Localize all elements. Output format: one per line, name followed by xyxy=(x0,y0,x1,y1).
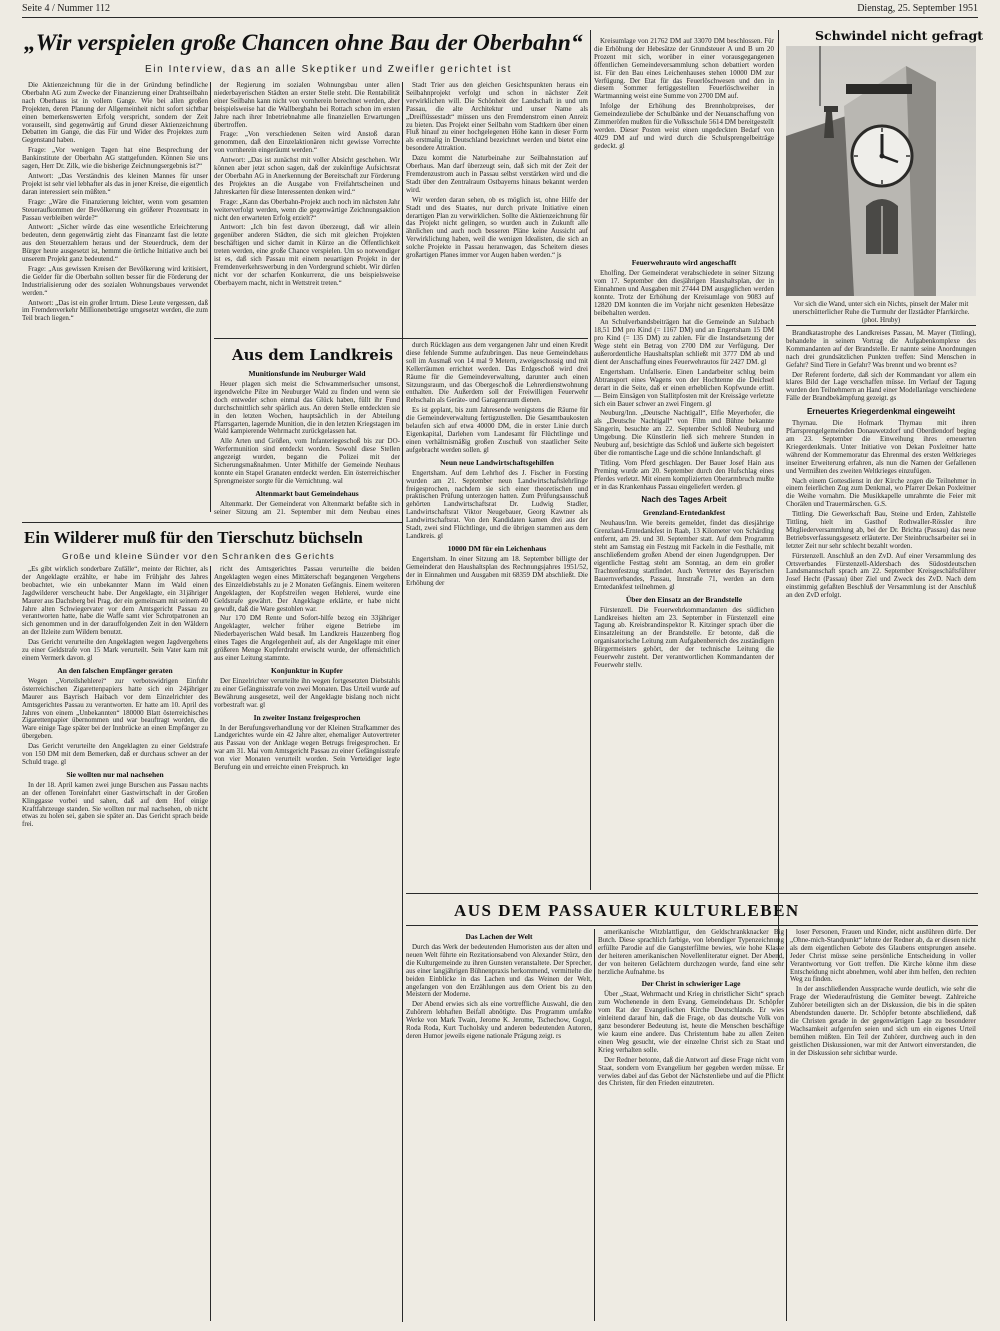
wilderer-headline: Ein Wilderer muß für den Tierschutz büchseln xyxy=(24,528,363,547)
subheading: Munitionsfunde im Neuburger Wald xyxy=(248,369,366,378)
column-rule xyxy=(594,929,595,1321)
paragraph: Stadt Trier aus den gleichen Gesichtspunkten heraus ein Seilbahnprojekt verfolgt und schon in nächster Zeit verwirklichen will. Die Schönheit der Landschaft in und um Passau, die alte Architektur und unser Name als „Dreiflüssestadt“ müssen uns den Fremdenstrom einen Anreiz zu bieten. Das Projekt einer Seilbahn vom Stadtkern über einen Fluß hinauf zu einer hochgelegenen Höhe kann in dieser Form als erstmalig in Deutschland bezeichnet werden und bietet eine besondere Attraktion. xyxy=(406,82,588,153)
right-news-column xyxy=(594,255,774,885)
kultur-col2-text xyxy=(598,929,784,1088)
subheading: Der Christ in schwieriger Lage xyxy=(641,979,741,989)
wilderer-col2-text xyxy=(214,566,400,772)
lead-column-3 xyxy=(406,82,588,332)
church-tower-photo-image xyxy=(786,46,976,296)
paragraph: Frage: „Kann das Oberbahn-Projekt auch noch im nächsten Jahr weiterverfolgt werden, wenn die gegenwärtige Zeichnungsaktion nicht den erwarteten Erfolg erzielt?“ xyxy=(214,197,400,222)
paragraph: Heuer plagen sich meist die Schwammerlsucher umsonst, irgendwelche Pilze im Neuburger Wald zu finden und wenn sie doch entweder schon einmal das Glück haben, füllt ihr Fund durchschnittlich sehr spärlich aus. An deren Stelle entdeckten sie in den letzten Wochen, hauptsächlich in der Abteilung Pfarrsgarten, lagernde Munition, die in den letzten Kriegstagen im Wald kampierende Wehrmacht zurückgelassen hat. xyxy=(214,380,400,436)
paragraph: Neuhaus/Inn. Wie bereits gemeldet, findet das diesjährige Grenzland-Erntedankfest in Raab, 13 Kilometer von Schärding entfernt, am 29. und 30. September statt. Auf dem Programm steht am Samstag ein Festzug mit Fackeln in die Festhalle, mit anschließendem großen Abend der einen Jugendgruppen. Der eigentliche Festtag steht am Sonntag, an dem ein großer Trachtenfestzug stattfindet. Auch Vertreter des Bayerischen Bauernverbandes, Passau, Innstraße 71, werden an dem Erntedankfest teilnehmen. gl xyxy=(594,519,774,591)
paragraph: durch Rücklagen aus dem vergangenen Jahr und einen Kredit diese fehlende Summe aufzubringen. Das neue Gemeindehaus soll im Ausmaß von 14 mal 9 Metern, zweigeschossig und mit Kellerräumen errichtet werden. Das Erdgeschoß wird drei Räume für die Gemeindeverwaltung, darunter auch einen Sitzungsraum, und das Obergeschoß die Lehrerdienstwohnung enthalten. Die Außerdem soll der Freiwilligen Feuerwehr Rehschaln als Geräte- und Garagenraum dienen. xyxy=(406,342,588,405)
paragraph: Alle Arten und Größen, vom Infanteriegeschoß bis zur DO-Werfermunition sind entdeckt worden. Sowohl diese Stellen angezeigt wurden, begann die Polizei mit der Sicherungsmaßnahmen. Unter Mithilfe der Gemeinde Neuhaus konnte ein Stapel Granaten entdeckt werden. Ein österreichischer Sprengmeister sorgte für die Vernichtung. wal xyxy=(214,437,400,485)
paragraph: Eholfing. Der Gemeinderat verabschiedete in seiner Sitzung vom 17. September den diesjährigen Haushaltsplan, der in Einnahmen und Ausgaben mit 27444 DM ausgeglichen werden konnte. Trotz der Erhöhung der Kreisumlage von 9083 auf 12820 DM konnten die im Vorjahr nicht gesenkten Hebesätze beibehalten werden. xyxy=(594,269,774,317)
subheading: Neun neue Landwirtschaftsgehilfen xyxy=(440,457,554,467)
paragraph: Tittling. Die Gewerkschaft Bau, Steine und Erden, Zahlstelle Tittling, hielt im Gasthof Rothwaller-Rössler ihre Mitgliederversammlung ab, bei der Dr. Brichta (Passau) das neue Betriebsverfassungsgesetz erläuterte. Der Steinbruchsarbeiter sei in letzter Zeit nur sehr schlecht bezahlt worden. xyxy=(786,510,976,550)
paragraph: Antwort: „Das Verständnis des kleinen Mannes für unser Projekt ist sehr viel lebhafter als das in jener Kreise, die eigentlich daran interessiert sein müßten.“ xyxy=(22,171,208,196)
photo-caption: Vor sich die Wand, unter sich ein Nichts, pinselt der Maler mit unerschütterlicher Ruhe die Turmuhr der Ilzstädter Pfarrkirche. (phot. Hruby) xyxy=(792,300,970,324)
subheading: Das Lachen der Welt xyxy=(465,932,533,941)
paragraph: Es ist geplant, bis zum Jahresende wenigstens die Räume für die Gemeindeverwaltung fertigzustellen. Die Gesamtbaukosten belaufen sich auf etwa 40000 DM, die in erster Linie durch Eigenkapital, Darlehen vom Landesamt für Flüchtlinge und einen verhältnismäßig großen Zuschuß von staatlicher Seite aufgebracht werden sollen. gl xyxy=(406,406,588,454)
paragraph: „Es gibt wirklich sonderbare Zufälle“, meinte der Richter, als der Angeklagte erzählte, er habe im Frühjahr des Jahres beobachtet, wie ein unbekannter Mann im Wald einen Jagdwilderer verscheucht habe. Der Angeklagte, ein 31jähriger Maurer aus Dachsberg bei Prag, der ein gemeinsam mit seinem 40 Jahre alten Schwiegervater vor dem Amtsgericht Passau zu verantworten hatte, habe die Waffe samt vier Schrotpatronen an sich genommen und in der darauffolgenden Zeit in den Wäldern an der Ilzleite zum Wildern benutzt. xyxy=(22,566,208,637)
section-rule xyxy=(22,522,402,523)
paragraph: Durch das Werk der bedeutenden Humoristen aus der alten und neuen Welt führte ein Rezitationsabend von Alexander Stürz, den die Kulturgemeinde zu ihren Gunsten veranstaltete. Der Sprecher, aus einer langjährigen Bühnenpraxis herkommend, vermittelte die beiden Einblicke in das Lachen und das Weinen der Welt, angefangen von den Erzählungen aus dem Orient bis zu den Meistern der Moderne. xyxy=(406,943,592,999)
section-rule xyxy=(406,925,978,926)
paragraph: Der Redner betonte, daß die Antwort auf diese Frage nicht vom Staat, sondern vom Evangelium her gegeben werden müsse. Er verwies dabei auf das Gebot der Nächstenliebe und auf die Pflicht des Christen, für den Frieden einzutreten. xyxy=(598,1055,784,1088)
subheading: Feuerwehrauto wird angeschafft xyxy=(631,258,737,267)
kultur-banner: AUS DEM PASSAUER KULTURLEBEN xyxy=(454,901,800,920)
paragraph: Antwort: „Das ist ein großer Irrtum. Diese Leute vergessen, daß im Fremdenverkehr Millionenbeträge umgesetzt werden, die zum Teil brach liegen.“ xyxy=(22,298,208,323)
paragraph: Antwort: „Das ist zunächst mit voller Absicht geschehen. Wir können aber jetzt schon sagen, daß der zukünftige Aufsichtsrat der Oberbahn AG in Anerkennung der Bereitschaft zur Förderung des Projektes an die Ausgabe von Freifahrtscheinen und Jahreskarten für diese Interessenten denken wird.“ xyxy=(214,156,400,196)
paragraph: An Schulverbandsbeiträgen hat die Gemeinde an Sulzbach 18,51 DM pro Kind (= 1167 DM) und an Engertsham 15 DM pro Kind (= 135 DM) zu zahlen. Für die Instandsetzung der Wege steht ein Betrag von 2700 DM zur Verfügung. Der außerordentliche Haushaltsplan schließt mit 3777 DM ab und dient der Anschaffung eines Feuerwehrautos für 2427 DM. gl xyxy=(594,318,774,366)
wilderer-col1-text xyxy=(22,566,208,829)
column-rule xyxy=(786,929,787,1321)
column-rule xyxy=(402,82,403,522)
paragraph: Dazu kommt die Naturbeinahe zur Seilbahnstation auf Oberhaus. Man darf überzeugt sein, daß sich mit der Zeit der Fremdenzustrom auch in Passau selbst verstärken wird und die Stadt über den Zentralraum Ostbayerns hinaus bekannt werden wird. xyxy=(406,154,588,194)
wilderer-column-2 xyxy=(214,566,400,1321)
paragraph: Brandkatastrophe des Landkreises Passau, M. Mayer (Tittling), behandelte in seinem Vortrag die Aufgabenkomplexe des Kommandanten auf der Brandstelle. Er nannte seine Anordnungen nach drei grundsätzlichen Punkten treffen: Sind Menschen in Gefahr? Sind Tiere in Gefahr? Was brennt und wo brennt es? xyxy=(786,330,976,369)
paragraph: Frage: „Vor wenigen Tagen hat eine Besprechung der Bankinstitute der Oberbahn AG stattgefunden. Können Sie uns sagen, Herr Dr. Zilk, wie die bisherige Zeichnungsergebnis ist?“ xyxy=(22,146,208,171)
sidebar-column xyxy=(786,330,976,960)
kultur-section xyxy=(406,893,978,1323)
paragraph: Wegen „Vorteilshehlerei“ zur verbotswidrigen Einfuhr österreichischen Zigarettenpapiers hatte sich ein 24jähriger Maurer aus Bayrisch Haibach vor dem Einzelrichter des Amtsgerichtes Passau zu verantworten. Er hatte am 10. April des Jahres von einem „Unbekannten“ 180000 Blatt österreichisches Zigarettenpapier übernommen und war beauftragt worden, die Ware einige Tage später bei der Innbrücke an einen Empfänger zu übergeben. xyxy=(22,676,208,741)
column-rule xyxy=(402,522,403,1322)
column-rule xyxy=(210,82,211,512)
lead-headline: „Wir verspielen große Chancen ohne Bau der Oberbahn“ xyxy=(24,30,583,56)
paragraph: Titling. Vom Pferd geschlagen. Der Bauer Josef Hain aus Preming wurde am 20. September durch den Hufschlag eines Pferdes verletzt. Mit einem komplizierten Oberarmbruch mußte er in das Krankenhaus Passau eingeliefert werden. gl xyxy=(594,458,774,491)
paragraph: Engertsham. Unfallserie. Einen Landarbeiter schlug beim Abtransport eines Wagens von der Hochtenne die Deichsel derart in die Seite, daß er einen erheblichen Kopfwunde erlitt. — Beim Einsägen von Stallitpfosten mit der Kreissäge verletzte sich ein Bauer schwer an zwei Fingern. gl xyxy=(594,367,774,408)
lead-col3-text xyxy=(406,82,588,260)
paragraph: Kreisumlage von 21762 DM auf 33070 DM beschlossen. Für die Erhöhung der Hebesätze der Grundsteuer A und B um 20 Prozent mit sich, worüber in einer vorausgegangenen öffentlichen Gemeindeversammlung schon debattiert worden ist. Für den Bau eines Leichenhauses stehen 10000 DM zur Verfügung. Der Etat für das Feuerlöschwesen und den in diesem Sommer fertiggestellten Feuerlöschweiher in Wartmanning weist eine Summe von 2700 DM auf. xyxy=(594,38,774,101)
subheading: 10000 DM für ein Leichenhaus xyxy=(447,543,547,553)
paragraph: Frage: „Aus gewissen Kreisen der Bevölkerung wird kritisiert, die Gelder für die Oberbahn sollten besser für die Förderung der Industrialisierung oder des sozialen Wohnungsbaues verwendet werden.“ xyxy=(22,264,208,297)
paragraph: der Regierung im sozialen Wohnungsbau unter allen niederbayerischen Städten an erster Stelle steht. Die Rentabilität einer Seilbahn kann nicht von vornherein berechnet werden, aber beispielsweise hat die Wallbergbahn bei Rottach schon im ersten Jahre nach ihrer Inbetriebnahme alle finanziellen Erwartungen übertroffen. xyxy=(214,82,400,129)
subheading: Nach des Tages Arbeit xyxy=(641,495,727,505)
running-header xyxy=(22,2,978,16)
paragraph: Frage: „Von verschiedenen Seiten wird Anstoß daran genommen, daß den Einzelaktionären nicht gewisse Vorrechte von vornherein eingeräumt werden.“ xyxy=(214,130,400,155)
paragraph: Das Gericht verurteilte den Angeklagten zu einer Geldstrafe von 150 DM mit dem Bemerken, daß er durchaus schwer an der Schuld trage. gl xyxy=(22,742,208,766)
landkreis-title: Aus dem Landkreis xyxy=(232,346,393,364)
paragraph: Der Einzelrichter verurteilte ihn wegen fortgesetzten Diebstahls zu einer Gefängnisstrafe von zwei Monaten. Das Urteil wurde auf Bewährung ausgesetzt, weil der Angeklagte bislang noch nicht vorbestraft war. gl xyxy=(214,676,400,709)
lead-col2-text xyxy=(214,82,400,288)
subheading: Sie wollten nur mal nachsehen xyxy=(66,769,164,779)
landkreis-col2-text xyxy=(406,342,588,587)
section-rule xyxy=(406,893,978,894)
paragraph: amerikanische Witzblattfigur, den Geldschrankknacker Big Butch. Diese sprachlich farbige, von lebendiger Typenzeichnung erfüllte Parodie auf die Gangsterfilme bewies, wie hohe Klasse der heiteren amerikanischen Novellenliteratur eignet. Der Abend, der von heiteren Gelächtern durchzogen wurde, fand eine sehr herzliche Aufnahme. bs xyxy=(598,929,784,976)
kultur-column-2 xyxy=(598,929,784,1321)
header-rule xyxy=(22,17,978,18)
church-tower-photo xyxy=(786,46,976,296)
sidebar-text xyxy=(786,330,976,600)
sidebar-title: Schwindel nicht gefragt xyxy=(815,28,984,43)
paragraph: In der anschließenden Aussprache wurde deutlich, wie sehr die Frage der Wiederaufrüstung die Gemüter bewegt. Zahlreiche Zuhörer beteiligten sich an der Diskussion, die bis in die späten Abendstunden dauerte. Dr. Schöpfer betonte abschließend, daß die Christen gerade in der gegenwärtigen Lage zu besonderer Wachsamkeit aufgerufen seien und sich um ein eigenes Urteil bemühen müßten. Ein Teil der Zuhörer, durchweg auch in den geistlichen Diskussionen, war mit der Antwort einverstanden, die in der Diskussion sehr sichtbar wurde. xyxy=(790,985,976,1057)
paragraph: Der Abend erwies sich als eine vortreffliche Auswahl, die den Zuhörern lebhaften Beifall abnötigte. Das Programm umfaßte Werke von Mark Twain, Jerome K. Jerome, Tschechow, Gogol, Roda Roda, Kurt Tucholsky und anderen bedeutenden Autoren, deren Humor jeweils eigene nationale Prägung zeigt. rs xyxy=(406,1000,592,1040)
paragraph: Nach einem Gottesdienst in der Kirche zogen die Teilnehmer in einem feierlichen Zug zum Denkmal, wo Pfarrer Dekan Poxleitner die Weihe vornahm. Die Musikkapelle umrahmte die Feier mit Chorälen und Trauermärschen. G.S. xyxy=(786,476,976,509)
paragraph: Antwort: „Sicher würde das eine wesentliche Erleichterung bedeuten, denn gegenwärtig zieht das Finanzamt fast die letzte aus den Steuerzahlern heraus und der Steuerdruck, dem der Bürger heute ausgesetzt ist, hemmt die örtliche Initiative auch bei unserem Projekt ganz bedeutend.“ xyxy=(22,223,208,264)
subheading: Erneuertes Kriegerdenkmal eingeweiht xyxy=(806,407,956,417)
paragraph: Altenmarkt. Der Gemeinderat von Altenmarkt befaßte sich in seiner Sitzung am 21. September mit dem Neubau eines xyxy=(214,499,400,516)
subheading: In zweiter Instanz freigesprochen xyxy=(253,712,361,722)
paragraph: Neuburg/Inn. „Deutsche Nachtigall“, Elfie Meyerhofer, die als „Deutsche Nachtigall“ von Film und Bühne bekannte Sängerin, besuchte am 22. September Schloß Neuburg und Umgebung. Die Künstlerin ließ sich mehrere Stunden in Neuburg auf, besichtigte das Schloß und äußerte sich begeistert über die romantische Lage und die schöne Innlandschaft. gl xyxy=(594,409,774,457)
paragraph: Thyrnau. Die Hofmark Thyrnau mit ihren Pfarrsprengelgemeinden Donauwetzdorf und Oberdiendorf beging am 23. September die Einweihung ihres erneuerten Kriegerdenkmals. Unter Initiative von Dekan Poxleitner hatte während der Kommemoratur das Ehrenmal des ersten Weltkrieges inseiner Erweiterung erfahren, als nun die Namen der Gefallenen und Vermißten des zweiten Weltkrieges einzufügen. xyxy=(786,419,976,475)
subheading: Grenzland-Erntedankfest xyxy=(642,508,726,518)
section-rule xyxy=(786,325,976,326)
kultur-col1-text xyxy=(406,932,592,1041)
lead-subheadline: Ein Interview, das an alle Skeptiker und Zweifler gerichtet ist xyxy=(145,64,513,75)
subheading: Konjunktur in Kupfer xyxy=(271,665,343,675)
paragraph: Nur 170 DM Rente und Sofort-hilfe bezog ein 33jähriger Angeklagter, welcher früher eigene Betriebe im Niederbayerischen Wald besaß. Im Landkreis Hauzenberg flog eines Tages die Angelegenheit auf, als der Angeklagte mit einer größeren Menge Kupferdraht erwischt wurde, der offensichtlich aus einer Leitung stammte. xyxy=(214,614,400,662)
landkreis-text xyxy=(214,369,400,516)
column-rule xyxy=(778,30,779,960)
column-rule xyxy=(590,30,591,890)
kultur-col3-text xyxy=(790,929,976,1058)
lead-col1-text xyxy=(22,82,208,323)
paragraph: Das Gericht verurteilte den Angeklagten wegen Jagdvergehens zu einer Geldstrafe von 15 Mark verurteilt. Sein Vater kam mit einem Vermerk davon. gl xyxy=(22,638,208,662)
column-rule xyxy=(210,566,211,1321)
kultur-column-1 xyxy=(406,929,592,1321)
lead-column-4 xyxy=(594,38,774,251)
lead-column-2 xyxy=(214,82,400,332)
paragraph: Fürstenzell. Die Feuerwehrkommandanten des südlichen Landkreises hielten am 23. September in Fürstenzell eine Tagung ab. Kreisbrandinspektor R. Kitzinger sprach über die Einsatzleitung an der Brandstelle. Er betonte, daß die organisatorische Leitung zum Aufgabenbereich des zuständigen Bürgermeisters gehört, der der technische Leitung die Feuerwehr zusteht. Der verantwortlichen Kommandanten der Feuerwehr stellv. xyxy=(594,605,774,669)
page-label: Seite 4 / Nummer 112 xyxy=(22,3,110,14)
landkreis-column xyxy=(214,366,400,516)
paragraph: Engertsham. Auf dem Lehrhof des J. Fischer in Forsting wurden am 21. September neun Landwirtschaftslehrlinge freigesprochen, nachdem sie sich einer theoretischen und praktischen Prüfung unterzogen hatten. Zum Prüfungsausschuß gehörten Landwirtschaftsrat Dr. Ludwig Stadler, Landwirtschaftsrat Viktor Neugebauer, Georg Kawtner als Landwirtschaftsrat. Von den Kandidaten kamen drei aus der Stadt, zwei sind Flüchtlinge, und die übrigen stammen aus dem Landkreis. gl xyxy=(406,468,588,540)
paragraph: Antwort: „Ich bin fest davon überzeugt, daß wir allein gegenüber anderen Städten, die sich mit gleichen Projekten beschäftigen und sicher damit in Kürze an die Öffentlichkeit treten werden, eine große Chance verspielen. Um so notwendiger ist es, daß sich Passau mit einem neuartigen Projekt in der Fremdenverkehrswerbung in den Vordergrund schiebt. Wir dürfen nicht vor der scharfen Konkurrenz, die uns beispielsweise Oberbayern macht, nicht in Wettstreit treten.“ xyxy=(214,223,400,287)
paragraph: Wir werden daran sehen, ob es möglich ist, ohne Hilfe der Stadt und des Staates, nur durch private Initiative einen derartigen Plan zu verwirklichen. Sollte die Aktienzeichnung für das Projekt nicht gelingen, so wurden auch in Zukunft alle ähnlichen und auch noch besseren Pläne keine Aussicht auf Verwirklichung haben, weil die wenigen Idealisten, die sich an solche Projekte in Passau heranwagen, das Scheitern dieses großartigen Planes immer vor Augen haben werden.“ js xyxy=(406,195,588,260)
subheading: Altenmarkt baut Gemeindehaus xyxy=(255,488,359,498)
landkreis-column-2 xyxy=(406,342,588,887)
paragraph: In der 18. April kamen zwei junge Burschen aus Passau nachts an der offenen Toreinfahrt einer Gastwirtschaft in der Großen Klinggasse vorbei und sahen, daß auf dem Hof einige Kraftfahrzeuge standen. Sie wollten nur mal nachsehen, ob nicht etwas zu holen sei, gaben sie später an. Das Gericht sprach beide frei. xyxy=(22,780,208,829)
wilderer-subheadline: Große und kleine Sünder vor den Schranken des Gerichts xyxy=(62,551,335,561)
kultur-column-3 xyxy=(790,929,976,1321)
paragraph: Fürstenzell. Anschluß an den ZvD. Auf einer Versammlung des Ortsverbandes Fürstenzell-Aldersbach des Südostdeutschen Landsmannschaft sprach am 22. September Kreisgeschäftsführer Josef Hecht (Passau) über Ziel und Zweck des ZvD. Nach dem einstimmig gefaßten Beschluß der Versammlung ist der Anschluß an den ZvD erfolgt. xyxy=(786,551,976,600)
wilderer-column-1 xyxy=(22,566,208,1321)
right-news-text xyxy=(594,258,774,670)
lead-col4-text xyxy=(594,38,774,151)
paragraph: In der Berufungsverhandlung vor der Kleinen Strafkammer des Landgerichtes wurde ein 42 Jahre alter, ehemaliger Autovertreter aus Passau von der Anklage wegen Betrugs freigesprochen. Er war am 31. Mai vom Amtsgericht Passau zu einer Gefängnisstrafe von vier Monaten verurteilt worden. Sein Verteidiger legte Berufung ein und erreichte einen Freispruch. kn xyxy=(214,723,400,772)
paragraph: Frage: „Wäre die Finanzierung leichter, wenn vom gesamten Steueraufkommen der Bevölkerung ein größerer Prozentsatz in Passau verbleiben würde?“ xyxy=(22,197,208,222)
paragraph: Der Referent forderte, daß sich der Kommandant vor allem ein klares Bild der Lage verschaffen müsse. Im Verlauf der Tagung wurden den Teilnehmern an Hand einer Modellanlage verschiedene Fälle der Brandbekämpfung gezeigt. gs xyxy=(786,370,976,403)
subheading: An den falschen Empfänger geraten xyxy=(57,665,173,675)
subheading: Über den Einsatz an der Brandstelle xyxy=(625,594,743,604)
paragraph: Engertsham. In einer Sitzung am 18. September billigte der Gemeinderat den Haushaltsplan des Rechnungsjahres 1951/52, der in Einnahmen und Ausgaben mit 68359 DM abschließt. Die Erhöhung der xyxy=(406,554,588,587)
paragraph: richt des Amtsgerichtes Passau verurteilte die beiden Angeklagten wegen eines Mittäterschaft begangenen Vergehens des Einzeldiebstahls zu je 2 Monaten Gefängnis. Einem weiteren Angeklagten, der Kopfstreifen wegen Hehlerei, wurde eine Geldstrafe gewährt. Der Angeklagte erklärte, er habe nicht gewußt, daß die Ware gestohlen war. xyxy=(214,566,400,613)
paragraph: Über „Staat, Wehrmacht und Krieg in christlicher Sicht“ sprach zum Wochenende in dem Evang. Gemeindehaus Dr. Schöpfer vom Rat der Evangelischen Kirche Deutschlands. Er wies einleitend darauf hin, daß die Frage, ob das deutsche Volk von ganz besonderer Bedeutung ist, heute die Menschen beschäftige wie kaum eine andere. Das Christentum habe zu allen Zeiten einen Weg gesucht, wie der einzelne Christ sich zu Staat und Krieg verhalten solle. xyxy=(598,990,784,1054)
paragraph: Infolge der Erhöhung des Brennholzpreises, der Gemeindezuliebe der Schulbänke und der Neuanschaffung von Zimmeröfen mußten für die Volksschule 5614 DM bereitgestellt werden. Dieser Posten weist einen ungedeckten Bedarf von 4029 DM auf und wird durch die Schulsprengelbeiträge gedeckt. gl xyxy=(594,102,774,150)
issue-date: Dienstag, 25. September 1951 xyxy=(857,3,978,14)
paragraph: Die Aktienzeichnung für die in der Gründung befindliche Oberbahn AG zum Zwecke der Finanzierung einer Drahtseilbahn nach Oberhaus ist in vollem Gange. Wie bei allen großen Projekten, deren Planung der Allgemeinheit nicht sofort sichtbar einen bemerkenswerten Erfolg verspricht, sondern der Zeit vorauseilt, sind gegenwärtig auf Grund dieser Aktienzeichnung Debatten im Gange, die das Für und Wider des Projektes zum Gegenstand haben. xyxy=(22,82,208,145)
paragraph: loser Personen, Frauen und Kinder, nicht ausführen dürfe. Der „Ohne-mich-Standpunkt“ lehnte der Redner ab, da er diesen nicht als dem eigentlichen Gebote des Glaubens entsprungen ansehe. Jeder Christ müsse seine persönliche Entscheidung in voller Verantwortung vor Gott treffen. Die Kirche könne ihm diese Entscheidung nicht abnehmen, wohl aber ihm helfen, den rechten Weg zu finden. xyxy=(790,929,976,984)
lead-column-1 xyxy=(22,82,208,512)
section-rule xyxy=(214,338,588,339)
